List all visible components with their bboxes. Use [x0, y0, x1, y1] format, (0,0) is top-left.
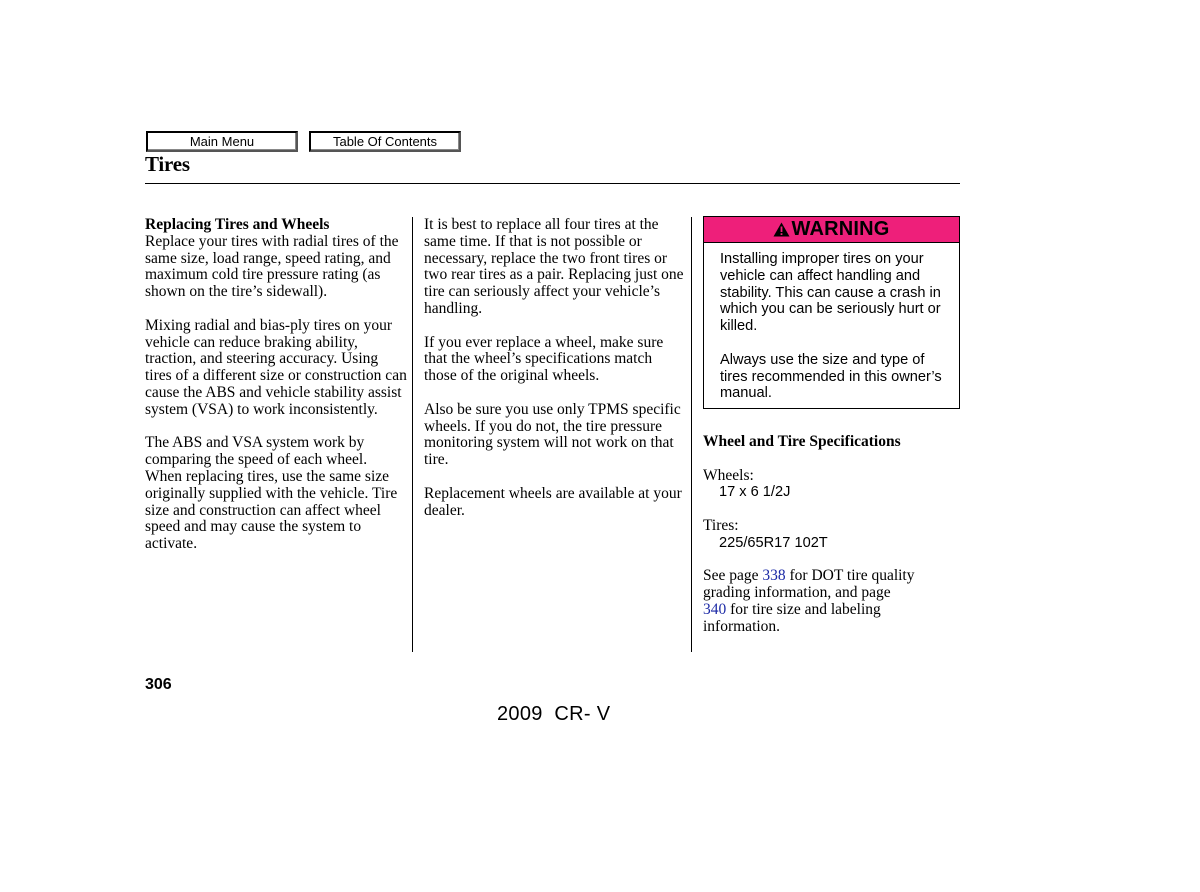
page-number: 306: [145, 676, 172, 693]
warning-triangle-icon: [773, 219, 790, 244]
warning-box: [703, 216, 960, 409]
see-page-prefix: See page: [703, 567, 759, 585]
section-heading: Replacing Tires and Wheels: [145, 216, 330, 233]
page-340-link[interactable]: 340: [703, 600, 727, 618]
section-replacing-tires: [145, 217, 407, 301]
see-page-mid: for DOT tire quality grading information, and page: [703, 567, 915, 602]
warning-header: [704, 217, 959, 243]
paragraph: Also be sure you use only TPMS specific wheels. If you do not, the tire pressure monitoring system will not work on that tire.: [424, 400, 681, 469]
page-338-link[interactable]: 338: [762, 567, 786, 585]
title-divider: [145, 183, 960, 184]
main-menu-button[interactable]: Main Menu: [146, 131, 298, 152]
warning-paragraph: Always use the size and type of tires recommended in this owner’s manual.: [720, 351, 942, 402]
warning-paragraph: Installing improper tires on your vehicle can affect handling and stability. This can cause a crash in which you can be seriously hurt or killed.: [720, 251, 941, 335]
column-1: [145, 217, 407, 570]
tires-label: Tires:: [703, 516, 739, 534]
wheels-value: 17 x 6 1/2J: [719, 484, 791, 501]
page-title: Tires: [145, 152, 190, 176]
paragraph: The ABS and VSA system work by comparing the speed of each wheel. When replacing tires, use the same size originally supplied with the vehicle. Tire size and construction can affect wheel speed and may cause the system to activate.: [145, 434, 398, 553]
tires-value: 225/65R17 102T: [719, 534, 828, 551]
paragraph: Replacement wheels are available at your dealer.: [424, 484, 682, 519]
wheels-spec: [703, 468, 960, 502]
table-of-contents-button[interactable]: Table Of Contents: [309, 131, 461, 152]
paragraph: Replace your tires with radial tires of the same size, load range, speed rating, and maximum cold tire pressure rating (as shown on the tire’s sidewall).: [145, 232, 399, 301]
see-page-suffix: for tire size and labeling information.: [703, 600, 881, 635]
paragraph: If you ever replace a wheel, make sure that the wheel’s specifications match those of the original wheels.: [424, 333, 664, 385]
footer-model-name: 2009 CR- V: [497, 703, 611, 725]
wheels-label: Wheels:: [703, 466, 754, 484]
cross-reference: [703, 568, 960, 635]
paragraph: Mixing radial and bias-ply tires on your vehicle can reduce braking ability, traction, and steering accuracy. Using tires of a different size or construction can cause the ABS and vehicle stability assist system (VSA) to work inconsistently.: [145, 316, 407, 418]
paragraph: It is best to replace all four tires at the same time. If that is not possible or necessary, replace the two front tires or two rear tires as a pair. Replacing just one tire can seriously affect your vehicle’s handling.: [424, 216, 684, 317]
warning-title: WARNING: [791, 218, 890, 240]
tires-spec: [703, 518, 960, 552]
column-divider-2: [691, 217, 692, 652]
column-2: [424, 217, 686, 536]
warning-body: [704, 243, 959, 402]
specifications-heading: Wheel and Tire Specifications: [703, 433, 901, 450]
specifications-section: [703, 434, 960, 652]
column-divider-1: [412, 217, 413, 652]
